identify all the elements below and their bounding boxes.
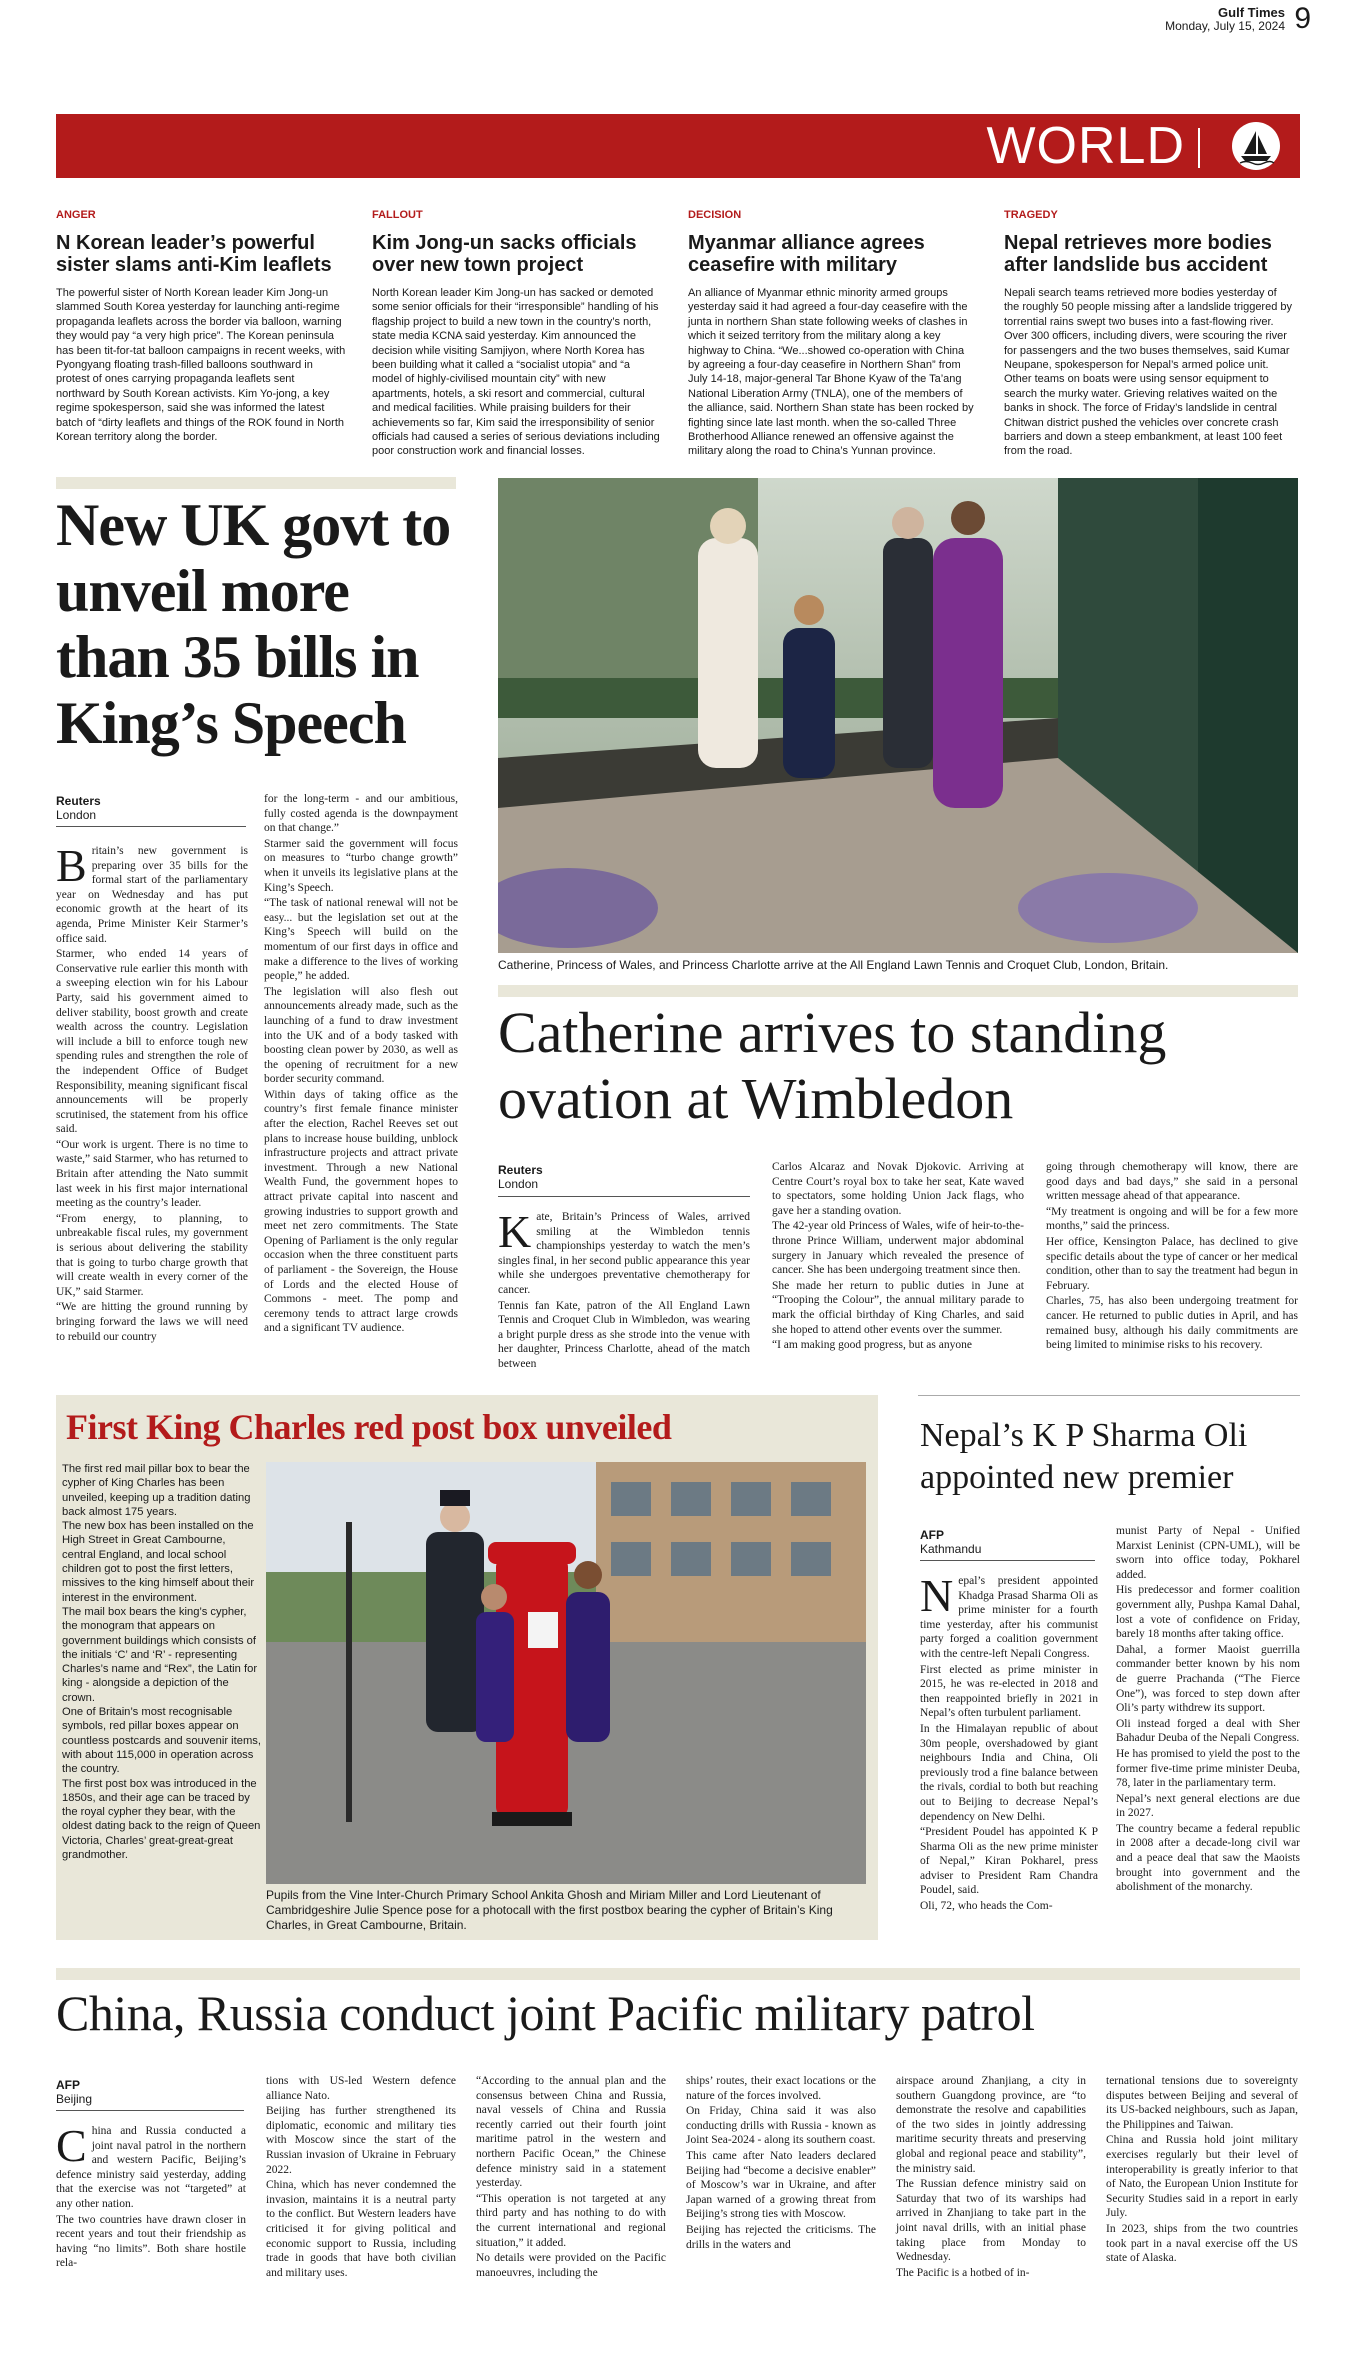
article-paragraph: hina and Russia conducted a joint naval patrol in the northern and western Pacific, Beijing’s defence ministry said yesterday, adding that the exercise was not “targeted” at any other nation.: [56, 2125, 246, 2210]
section-title: WORLD: [986, 117, 1185, 175]
drop-cap: N: [920, 1570, 954, 1621]
issue-date: Monday, July 15, 2024: [1165, 19, 1285, 33]
brief-kicker: ANGER: [56, 209, 96, 221]
article-paragraph: “President Poudel has appointed K P Sharma Oli as the new prime minister of Nepal,” Kiran Pokharel, press adviser to President Ram Chandra Poudel, said.: [920, 1826, 1098, 1897]
article-column: [772, 1160, 1024, 1354]
byline-rule: [498, 1196, 750, 1197]
brief-headline: Nepal retrieves more bodies after landslide bus accident: [1004, 232, 1272, 276]
brief-body: The powerful sister of North Korean leader Kim Jong-un slammed South Korea yesterday for launching anti-regime propaganda leaflets across the border via balloon, warning they would pay “a very high price”. The Korean peninsula has been tit-for-tat balloon campaigns in recent weeks, with Pyongyang floating trash-filled balloons southward in protest of ones carrying propaganda leaflets sent northward by South Korean activists. Kim Yo-jong, a key regime spokesperson, said she was informed the latest batch of “dirty leaflets and things of the ROK found in North Korean territory along the border.: [56, 287, 346, 444]
article-paragraph: “My treatment is ongoing and will be for a few more months,” said the princess.: [1046, 1205, 1298, 1233]
section-rule: [498, 985, 1298, 997]
article-paragraph: Beijing has further strengthened its diplomatic, economic and military ties with Moscow since the start of the Russian invasion of Ukraine in February 2022.: [266, 2105, 456, 2176]
news-brief: [56, 208, 346, 444]
section-divider: [1198, 128, 1200, 168]
article-paragraph: On Friday, China said it was also conducting drills with Russia - known as Joint Sea-2024 - along its southern coast.: [686, 2105, 876, 2147]
byline-dateline: London: [56, 808, 97, 822]
brief-headline: N Korean leader’s powerful sister slams anti-Kim leaflets: [56, 232, 332, 276]
article-paragraph: Starmer, who ended 14 years of Conservative rule earlier this month with a sweeping election win for his Labour Party, said his government aimed to deliver stability, boost growth and create wealth across the country. Legislation will include a bill to enforce tough new spending rules and strengthen the role of the independent Office of Budget Responsibility, meaning significant fiscal announcements will be properly scrutinised, the statement from his office said.: [56, 948, 248, 1136]
brief-headline: Kim Jong-un sacks officials over new town project: [372, 232, 637, 276]
article-paragraph: China, which has never condemned the invasion, maintains it is a neutral party to the conflict. But Western leaders have criticised it for giving political and economic support to Russia, including trade in goods that have both civilian and military uses.: [266, 2179, 456, 2279]
news-brief: [1004, 208, 1294, 459]
article-paragraph: Beijing has rejected the criticisms. The drills in the waters and: [686, 2223, 876, 2251]
article-paragraph: “According to the annual plan and the consensus between China and Russia, naval vessels of China and Russia recently carried out their fourth joint maritime patrol in the western and northern Pacific Ocean,” the Chinese defence ministry said in a statement yesterday.: [476, 2075, 666, 2190]
section-banner: [56, 114, 1300, 178]
story-headline: Catherine arrives to standing ovation at Wimbledon: [498, 1000, 1167, 1131]
article-paragraph: No details were provided on the Pacific manoeuvres, including the: [476, 2252, 666, 2279]
story-headline: China, Russia conduct joint Pacific military patrol: [56, 1985, 1035, 2041]
byline-dateline: London: [498, 1177, 539, 1191]
article-paragraph: “I am making good progress, but as anyone: [772, 1339, 972, 1352]
article-paragraph: One of Britain’s most recognisable symbols, red pillar boxes appear on countless postcards and souvenir items, with about 115,000 in operation across the country.: [62, 1706, 261, 1776]
story-headline: First King Charles red post box unveiled: [66, 1407, 672, 1447]
article-column: [920, 1570, 1098, 1915]
section-rule: [56, 1968, 1300, 1980]
article-paragraph: The 42-year old Princess of Wales, wife of heir-to-the-throne Prince William, underwent major abdominal surgery in January which revealed the presence of cancer. She has been undergoing treatment since then.: [772, 1220, 1024, 1277]
article-paragraph: “Our work is urgent. There is no time to waste,” said Starmer, who has returned to Britain after attending the Nato summit last week in his first major international meeting as the country’s leader.: [56, 1138, 248, 1210]
article-column: [1046, 1160, 1298, 1354]
article-paragraph: This came after Nato leaders declared Beijing had “become a decisive enabler” of Moscow’s war in Ukraine, and after Japan warned of a growing threat from Beijing’s strong ties with Moscow.: [686, 2149, 876, 2221]
article-paragraph: The first post box was introduced in the 1850s, and their age can be traced by the royal cypher they bear, with the oldest dating back to the reign of Queen Victoria, Charles’ great-great-great grandmother.: [62, 1777, 261, 1862]
news-brief: [372, 208, 662, 459]
article-paragraph: “This operation is not targeted at any third party and has nothing to do with the current international and regional situation,” it added.: [476, 2192, 666, 2249]
article-paragraph: “From energy, to planning, to unbreakable fiscal rules, my government is serious about delivering the stability that is going to turbo charge growth that will create wealth in every corner of the UK,” said Starmer.: [56, 1212, 248, 1298]
publication-name: Gulf Times: [1218, 5, 1285, 20]
article-paragraph: The Russian defence ministry said on Saturday that two of its warships had arrived in Zhanjiang to take part in the joint naval drills, with an initial phase taking place from Monday to Wednesday.: [896, 2178, 1086, 2264]
article-column: [56, 2120, 246, 2272]
article-column: [266, 2074, 456, 2281]
article-paragraph: In the Himalayan republic of about 30m people, overshadowed by giant neighbours India and China, Oli previously trod a fine balance between the rivals, cordial to both but reaching out to Beijing to decrease Nepal’s dependency on New Delhi.: [920, 1722, 1098, 1823]
article-paragraph: The Pacific is a hotbed of in-: [896, 2266, 1030, 2279]
drop-cap: B: [56, 840, 87, 891]
byline-agency: AFP: [920, 1528, 944, 1542]
article-paragraph: She made her return to public duties in June at “Trooping the Colour”, the annual military parade to mark the official birthday of King Charles, and said she hoped to attend other events over the summer.: [772, 1279, 1024, 1336]
article-column: [686, 2074, 876, 2253]
section-rule: [56, 477, 456, 489]
sailboat-icon: [1232, 122, 1280, 170]
article-paragraph: The mail box bears the king’s cypher, the monogram that appears on government buildings which consists of the initials ‘C’ and ‘R’ - representing Charles’s name and “Rex”, the Latin for king - alongside a depiction of the crown.: [62, 1605, 258, 1704]
drop-cap: K: [498, 1206, 532, 1257]
article-paragraph: “We are hitting the ground running by bringing forward the laws we will need to rebuild our country: [56, 1301, 248, 1343]
article-paragraph: Tennis fan Kate, patron of the All England Lawn Tennis and Croquet Club in Wimbledon, was wearing a bright purple dress as she strode into the venue with her daughter, Princess Charlotte, ahead of the match between: [498, 1299, 750, 1370]
article-paragraph: ships’ routes, their exact locations or the nature of the forces involved.: [686, 2075, 876, 2102]
article-paragraph: going through chemotherapy will know, there are good days and bad days,” she said in a personal written message ahead of that appearance.: [1046, 1161, 1298, 1203]
article-paragraph: epal’s president appointed Khadga Prasad Sharma Oli as prime minister for a fourth time yesterday, after his communist party forged a coalition government with the centre-left Nepali Congress.: [920, 1575, 1098, 1660]
masthead-meta: [1165, 6, 1285, 33]
drop-cap: C: [56, 2120, 87, 2171]
brief-kicker: DECISION: [688, 209, 742, 221]
page-number: 9: [1294, 2, 1311, 35]
brief-body: North Korean leader Kim Jong-un has sacked or demoted some senior officials for their “irresponsible” handling of his flagship project to build a new town in the country’s north, state media KCNA said yesterday. Kim announced the decision while visiting Samjiyon, where North Korea has been building what it called a “socialist utopia” and “a model of highly-civilised mountain city” with new apartments, hotels, a ski resort and commercial, cultural and medical facilities. While praising builders for their achievements so far, Kim said the irresponsibility of senior officials had caused a series of serious deviations including poor construction work and financial losses.: [372, 287, 660, 458]
byline-dateline: Beijing: [56, 2092, 93, 2106]
article-paragraph: Her office, Kensington Palace, has declined to give specific details about the type of cancer or her medical condition, other than to say the treatment had begun in February.: [1046, 1235, 1298, 1292]
article-paragraph: Nepal’s next general elections are due in 2027.: [1116, 1792, 1300, 1820]
photo-caption: Catherine, Princess of Wales, and Princess Charlotte arrive at the All England Lawn Tennis and Croquet Club, London, Britain.: [498, 958, 1169, 972]
postbox-photo: [266, 1462, 866, 1884]
brief-headline: Myanmar alliance agrees ceasefire with military: [688, 232, 925, 276]
article-paragraph: tions with US-led Western defence alliance Nato.: [266, 2075, 456, 2102]
article-column: [1116, 1524, 1300, 1896]
article-paragraph: First elected as prime minister in 2015, he was re-elected in 2018 and then reappointed briefly in 2021 in Nepal’s often turbulent parliament.: [920, 1663, 1098, 1720]
byline: [920, 1528, 981, 1556]
byline-rule: [56, 2110, 244, 2111]
article-paragraph: Dahal, a former Maoist guerrilla commander better known by his nom de guerre Prachanda (“The Fierce One”), was forced to step down after Oli’s party withdrew its support.: [1116, 1643, 1300, 1715]
article-paragraph: ate, Britain’s Princess of Wales, arrived smiling at the Wimbledon tennis championships yesterday to watch the men’s singles final, in her second public appearance this year while she undergoes preventative chemotherapy for cancer.: [498, 1211, 750, 1296]
article-paragraph: Carlos Alcaraz and Novak Djokovic. Arriving at Centre Court’s royal box to take her seat, Kate waved to spectators, some holding Union Jack flags, who gave her a standing ovation.: [772, 1161, 1024, 1217]
article-column: [1106, 2074, 1298, 2267]
story-headline: Nepal’s K P Sharma Oli appointed new premier: [920, 1417, 1248, 1496]
article-column: [476, 2074, 666, 2281]
byline: [56, 794, 101, 822]
article-column: [264, 792, 458, 1337]
byline-agency: AFP: [56, 2078, 80, 2092]
article-paragraph: Starmer said the government will focus on measures to “turbo change growth” when it unveils its legislative plans at the King’s Speech.: [264, 837, 458, 894]
story-headline: New UK govt to unveil more than 35 bills in King’s Speech: [56, 492, 451, 756]
article-paragraph: airspace around Zhanjiang, a city in southern Guangdong province, are “to demonstrate the resolve and capabilities of the two sides in jointly addressing maritime security threats and preserving global and regional peace and stability”, the ministry said.: [896, 2075, 1086, 2175]
section-rule: [918, 1395, 1300, 1396]
byline-agency: Reuters: [498, 1163, 543, 1177]
article-column: [498, 1206, 750, 1373]
article-paragraph: The country became a federal republic in 2008 after a decade-long civil war and a peace deal that saw the Maoists brought into government and the abolishment of the monarchy.: [1116, 1822, 1300, 1894]
brief-body: An alliance of Myanmar ethnic minority armed groups yesterday said it had agreed a four-day ceasefire with the junta in northern Shan state following weeks of clashes in which it seized territory from the military along a key highway to China. “We...showed co-operation with China by agreeing a four-day ceasefire in Northern Shan” from July 14-18, major-general Tar Bhone Kyaw of the Ta’ang National Liberation Army (TNLA), one of the members of the alliance, said. Northern Shan state has been rocked by fighting since late last month. when the so-called Three Brotherhood Alliance renewed an offensive against the military along the road to China’s Yunnan province.: [688, 287, 974, 458]
article-paragraph: ritain’s new government is preparing over 35 bills for the formal start of the parliamentary year on Wednesday and has put economic growth at the heart of its agenda, Prime Minister Keir Starmer’s office said.: [56, 845, 248, 945]
article-paragraph: He has promised to yield the post to the former five-time prime minister Deuba, 78, later in the parliamentary term.: [1116, 1747, 1300, 1790]
article-paragraph: China and Russia hold joint military exercises regularly but their level of interoperability is greatly inferior to that of Nato, the European Union Institute for Security Studies said in a report in early July.: [1106, 2134, 1298, 2220]
article-paragraph: Oli, 72, who heads the Com-: [920, 1900, 1053, 1913]
byline: [56, 2078, 92, 2106]
wimbledon-photo: [498, 478, 1298, 953]
news-brief: [688, 208, 978, 459]
article-paragraph: His predecessor and former coalition government ally, Pushpa Kamal Dahal, lost a vote of confidence on Friday, barely 18 months after taking office.: [1116, 1584, 1300, 1641]
article-paragraph: for the long-term - and our ambitious, fully costed agenda is the downpayment on that change.”: [264, 793, 458, 835]
article-paragraph: In 2023, ships from the two countries took part in a naval exercise off the US state of Alaska.: [1106, 2222, 1298, 2265]
brief-kicker: TRAGEDY: [1004, 209, 1058, 221]
byline-dateline: Kathmandu: [920, 1542, 982, 1556]
article-paragraph: munist Party of Nepal - Unified Marxist Leninist (CPN-UML), will be sworn into office today, Pokharel added.: [1116, 1525, 1300, 1581]
byline-rule: [920, 1560, 1095, 1561]
article-paragraph: The new box has been installed on the High Street in Great Cambourne, central England, and local school children got to post the first letters, missives to the king himself about their interest in the environment.: [62, 1520, 255, 1604]
article-paragraph: The two countries have drawn closer in recent years and tout their friendship as having “no limits”. Both share hostile rela-: [56, 2213, 246, 2270]
byline: [498, 1163, 543, 1191]
article-paragraph: The first red mail pillar box to bear the cypher of King Charles has been unveiled, keeping up a tradition dating back almost 175 years.: [62, 1463, 251, 1518]
brief-body: Nepali search teams retrieved more bodies yesterday of the roughly 50 people missing after a landslide triggered by torrential rains swept two buses into a fast-flowing river. Over 300 officers, including divers, were scouring the river for passengers and the two buses themselves, said Kumar Neupane, spokesperson for Nepal’s armed police unit. Other teams on boats were using sensor equipment to search the murky water. Grieving relatives waited on the banks in shock. The force of Friday’s landslide in central Chitwan district pushed the vehicles over concrete crash barriers and down a steep embankment, at least 100 feet from the road.: [1004, 287, 1293, 458]
byline-rule: [56, 826, 246, 827]
article-column: [896, 2074, 1086, 2281]
article-paragraph: The legislation will also flesh out announcements already made, such as the launching of a fund to draw investment into the UK and of a body tasked with boosting clean power by 2030, as well as the opening of recruitment for a new border security command.: [264, 985, 458, 1086]
article-paragraph: Oli instead forged a deal with Sher Bahadur Deuba of the Nepali Congress.: [1116, 1717, 1300, 1745]
photo-caption: Pupils from the Vine Inter-Church Primary School Ankita Ghosh and Miriam Miller and Lord Lieutenant of Cambridgeshire Julie Spence pose for a photocall with the first postbox bearing the cypher of Britain’s King Charles, in Great Cambourne, Britain.: [266, 1888, 833, 1932]
article-paragraph: ternational tensions due to sovereignty disputes between Beijing and several of its US-backed neighbours, such as Japan, the Philippines and Taiwan.: [1106, 2075, 1298, 2131]
byline-agency: Reuters: [56, 794, 101, 808]
article-paragraph: Within days of taking office as the country’s first female finance minister after the election, Rachel Reeves set out plans to increase house building, unblock infrastructure projects and attract private investment. Through a new National Wealth Fund, the government hopes to attract private capital into nascent and growing industries to support growth and meet net zero commitments. The State Opening of Parliament is the only regular occasion when the three constituent parts of parliament - the Sovereign, the House of Lords and the elected House of Commons - meet. The pomp and ceremony tends to attract large crowds and a significant TV audience.: [264, 1088, 458, 1335]
article-paragraph: “The task of national renewal will not be easy... but the legislation set out at the King’s Speech will build on the momentum of our first days in office and make a difference to the lives of working people,” he added.: [264, 897, 458, 983]
article-paragraph: Charles, 75, has also been undergoing treatment for cancer. He returned to public duties in April, and has remained busy, although his daily commitments are being limited to minimise risks to his recovery.: [1046, 1295, 1298, 1352]
postbox-text: [62, 1462, 262, 1862]
article-column: [56, 840, 248, 1345]
brief-kicker: FALLOUT: [372, 209, 423, 221]
